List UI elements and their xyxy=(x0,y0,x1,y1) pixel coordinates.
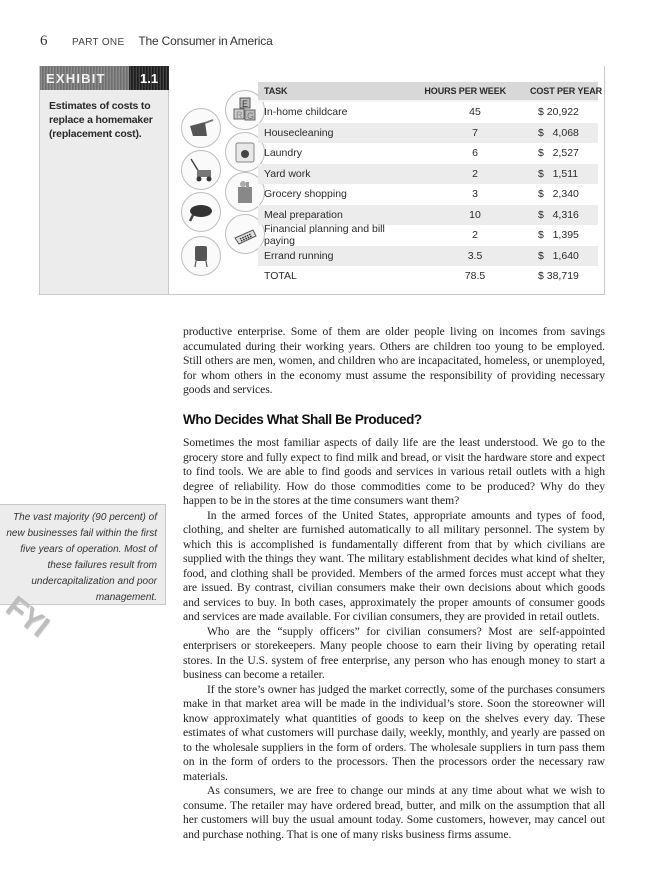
column-header-hours: HOURS PER WEEK xyxy=(424,86,506,96)
cost-cell: $ 38,719 xyxy=(538,270,579,283)
hours-cell: 3 xyxy=(472,188,478,201)
hours-cell: 2 xyxy=(472,229,478,242)
task-cell: Meal preparation xyxy=(264,208,343,221)
task-cell: Errand running xyxy=(264,249,334,262)
svg-text:R: R xyxy=(236,110,243,120)
page-number: 6 xyxy=(40,33,48,49)
exhibit-icons xyxy=(177,90,267,290)
mailbox-icon xyxy=(181,236,221,276)
section-heading: Who Decides What Shall Be Produced? xyxy=(183,412,422,427)
exhibit-badge xyxy=(40,66,169,90)
exhibit-badge-word: EXHIBIT xyxy=(40,66,129,90)
exhibit-badge-number: 1.1 xyxy=(129,66,169,90)
table-row xyxy=(258,184,598,205)
cost-cell: $ 4,068 xyxy=(538,126,579,139)
task-cell: Grocery shopping xyxy=(264,188,347,201)
part-label: PART ONE xyxy=(72,37,125,48)
hours-cell: 10 xyxy=(469,208,481,221)
body-paragraph: As consumers, we are free to change our minds at any time about what we wish to consume. The retailer may have ordered bread, butter, and milk on the assumption that all her customers will buy the usual amount today. Some customers, however, may cancel out and purchase nothing. That is one of many risks business firms assume. xyxy=(183,784,605,841)
exhibit-box xyxy=(39,66,605,295)
cost-cell: $ 1,395 xyxy=(538,229,579,242)
running-header xyxy=(40,33,273,49)
table-row xyxy=(258,102,598,123)
fyi-box xyxy=(0,504,166,605)
table-header xyxy=(258,82,603,102)
table-row xyxy=(258,205,598,226)
cost-cell: $ 4,316 xyxy=(538,208,579,221)
cost-cell: $ 1,640 xyxy=(538,249,579,262)
lawn-mower-icon xyxy=(181,150,221,190)
body-paragraph: Sometimes the most familiar aspects of daily life are the least understood. We go to the grocery store and fully expect to find milk and bread, or visit the hardware store and expect to find tools. We are able to find goods and services in various retail outlets with a high degree of reliability. How do those commodities come to be produced? Why do they happen to be in the stores at the time consumers want them? xyxy=(183,436,605,507)
task-cell: Housecleaning xyxy=(264,126,334,139)
cost-table xyxy=(258,82,603,287)
task-cell: In-home childcare xyxy=(264,106,348,119)
body-paragraph: In the armed forces of the United States, appropriate amounts and types of food, clothing, and shelter are furnished automatically to all military personnel. The system by which this is accomplished is fundamentally different from that by which civilians are supplied with the things they want. The military establishment decides what kind of shelter, food, and clothing shall be provided. Members of the armed forces must accept what they are issued. By contrast, civilian consumers make their own decisions about which goods and services to buy. In both cases, approximately the proper amounts of consumer goods and services are made available. For civilian consumers, they are provided in retail outlets. xyxy=(183,508,605,623)
task-cell: TOTAL xyxy=(264,270,297,283)
task-cell: Laundry xyxy=(264,147,302,160)
table-row xyxy=(258,143,598,164)
chapter-title: The Consumer in America xyxy=(138,34,273,48)
cost-cell: $ 2,340 xyxy=(538,188,579,201)
fyi-text: The vast majority (90 percent) of new businesses fail within the first five years of operation. Most of these failures result from undercapitalization and poor management. xyxy=(6,512,157,603)
table-row xyxy=(258,123,598,144)
cost-cell: $ 2,527 xyxy=(538,147,579,160)
task-cell: Financial planning and bill paying xyxy=(264,223,385,248)
dustpan-icon xyxy=(181,108,221,148)
hours-cell: 6 xyxy=(472,147,478,160)
hours-cell: 45 xyxy=(469,106,481,119)
table-row xyxy=(258,164,598,185)
exhibit-sidebar xyxy=(40,66,169,294)
hours-cell: 2 xyxy=(472,167,478,180)
hours-cell: 3.5 xyxy=(467,249,483,262)
fyi-stamp: FYI xyxy=(0,590,55,643)
frying-pan-icon xyxy=(181,192,221,232)
column-header-cost: COST PER YEAR xyxy=(530,86,603,96)
task-cell: Yard work xyxy=(264,167,311,180)
intro-paragraph-block xyxy=(183,325,605,398)
table-row xyxy=(258,246,598,267)
column-header-task: TASK xyxy=(264,86,288,96)
intro-paragraph: productive enterprise. Some of them are older people living on incomes from savings accumulated during their working years. Others are children too young to be employed. Still others are men, women, and children who are incapacitated, homeless, or unemployed, for whom others in the economy must assume the responsibility of providing necessary goods and services. xyxy=(183,325,605,396)
hours-cell: 78.5 xyxy=(464,270,486,283)
body-paragraph: If the store’s owner has judged the market correctly, some of the purchases consumers make in that market area will be made in the individual’s store. Soon the storeowner will know approximately what quantities of goods to keep on the shelves every day. These estimates of what customers will purchase daily, weekly, monthly, and yearly are passed on to the wholesale suppliers in the form of orders. The wholesale suppliers in turn pass them on in the form of orders to the processors. Then the processors order the necessary raw materials. xyxy=(183,682,605,783)
table-total-row xyxy=(258,266,598,287)
cost-cell: $ 20,922 xyxy=(538,106,579,119)
cost-cell: $ 1,511 xyxy=(538,167,579,180)
svg-text:G: G xyxy=(247,111,255,121)
svg-text:E: E xyxy=(242,99,249,109)
table-row xyxy=(258,225,598,246)
section-body xyxy=(183,436,605,842)
hours-cell: 7 xyxy=(472,126,478,139)
exhibit-caption: Estimates of costs to replace a homemaker (replacement cost). xyxy=(49,100,153,140)
body-paragraph: Who are the “supply officers” for civilian consumers? Most are self-appointed enterprisers or storekeepers. Many people choose to earn their living by operating retail stores. In the U.S. system of free enterprise, any person who has enough money to start a business can become a retailer. xyxy=(183,624,605,681)
